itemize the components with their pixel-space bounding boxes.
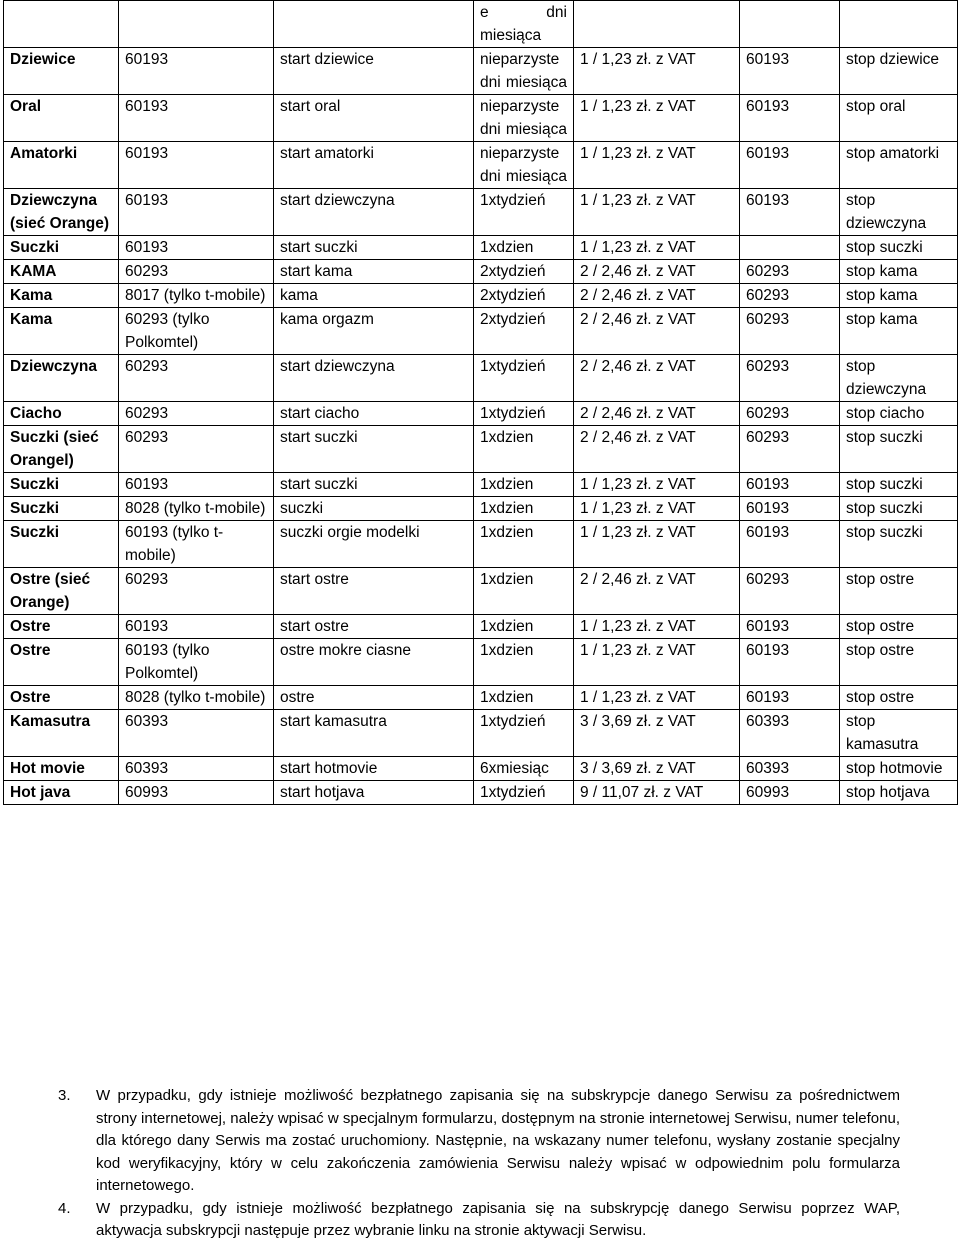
stop-command-cell: stop oral xyxy=(840,95,958,142)
table-row xyxy=(4,284,958,308)
table-row xyxy=(4,521,958,568)
stop-command-cell: stop kama xyxy=(840,260,958,284)
service-name-cell: Suczki xyxy=(4,521,119,568)
stop-command-cell: stop hotjava xyxy=(840,781,958,805)
price-cell: 1 / 1,23 zł. z VAT xyxy=(574,189,740,236)
stop-command-cell: stop suczki xyxy=(840,426,958,473)
service-name-cell: Hot java xyxy=(4,781,119,805)
note-item xyxy=(58,1085,900,1198)
table-row xyxy=(4,48,958,95)
start-command-cell: start dziewczyna xyxy=(274,189,474,236)
start-command-cell: start suczki xyxy=(274,426,474,473)
price-cell: 2 / 2,46 zł. z VAT xyxy=(574,355,740,402)
period-cell: 2xtydzień xyxy=(474,260,574,284)
start-command-cell: start dziewczyna xyxy=(274,355,474,402)
note-number: 3. xyxy=(58,1087,71,1104)
service-name-cell: Dziewice xyxy=(4,48,119,95)
table-row xyxy=(4,473,958,497)
service-name-cell: Dziewczyna xyxy=(4,355,119,402)
price-cell: 1 / 1,23 zł. z VAT xyxy=(574,686,740,710)
stop-command-cell: stop ostre xyxy=(840,615,958,639)
period-cell: nieparzyste dni miesiąca xyxy=(474,48,574,95)
sms-number-cell: 60993 xyxy=(119,781,274,805)
sms-number-cell: 60193 xyxy=(119,189,274,236)
sms-number-cell: 8028 (tylko t-mobile) xyxy=(119,497,274,521)
service-name-cell: KAMA xyxy=(4,260,119,284)
stop-number-cell: 60293 xyxy=(740,308,840,355)
table-row xyxy=(4,710,958,757)
period-cell: 1xdzien xyxy=(474,639,574,686)
service-name-cell: Ostre xyxy=(4,686,119,710)
stop-command-cell: stop kama xyxy=(840,284,958,308)
period-cell: 1xtydzień xyxy=(474,402,574,426)
service-name-cell: Ciacho xyxy=(4,402,119,426)
start-command-cell: start dziewice xyxy=(274,48,474,95)
stop-command-cell: stop kamasutra xyxy=(840,710,958,757)
start-command-cell: kama orgazm xyxy=(274,308,474,355)
start-command-cell: start ostre xyxy=(274,615,474,639)
service-name-cell: Ostre (sieć Orange) xyxy=(4,568,119,615)
table-row xyxy=(4,497,958,521)
sms-number-cell: 60193 xyxy=(119,142,274,189)
price-cell: 2 / 2,46 zł. z VAT xyxy=(574,568,740,615)
period-cell: 1xtydzień xyxy=(474,355,574,402)
start-command-cell: start suczki xyxy=(274,473,474,497)
start-command-cell: start kama xyxy=(274,260,474,284)
stop-number-cell: 60293 xyxy=(740,402,840,426)
period-cell: 1xdzien xyxy=(474,426,574,473)
stop-number-cell: 60193 xyxy=(740,497,840,521)
start-command-cell: start suczki xyxy=(274,236,474,260)
table-row xyxy=(4,757,958,781)
sms-number-cell: 60193 xyxy=(119,473,274,497)
start-command-cell: start hotmovie xyxy=(274,757,474,781)
service-name-cell: Oral xyxy=(4,95,119,142)
service-table xyxy=(3,0,958,805)
sms-number-cell: 60393 xyxy=(119,757,274,781)
stop-command-cell: stop dziewice xyxy=(840,48,958,95)
start-command-cell: start hotjava xyxy=(274,781,474,805)
service-name-cell: Suczki xyxy=(4,497,119,521)
sms-number-cell: 8017 (tylko t-mobile) xyxy=(119,284,274,308)
stop-number-cell: 60193 xyxy=(740,686,840,710)
stop-number-cell: 60393 xyxy=(740,710,840,757)
stop-number-cell: 60293 xyxy=(740,426,840,473)
table-row xyxy=(4,568,958,615)
price-cell: 2 / 2,46 zł. z VAT xyxy=(574,308,740,355)
table-row xyxy=(4,639,958,686)
stop-number-cell: 60393 xyxy=(740,757,840,781)
service-name-cell: Kamasutra xyxy=(4,710,119,757)
period-cell: 2xtydzień xyxy=(474,308,574,355)
service-name-cell: Kama xyxy=(4,284,119,308)
price-cell: 1 / 1,23 zł. z VAT xyxy=(574,521,740,568)
price-cell: 1 / 1,23 zł. z VAT xyxy=(574,639,740,686)
stop-number-cell: 60293 xyxy=(740,260,840,284)
table-row xyxy=(4,402,958,426)
price-cell: 2 / 2,46 zł. z VAT xyxy=(574,426,740,473)
service-name-cell: Suczki (sieć Orangel) xyxy=(4,426,119,473)
sms-number-cell: 60193 xyxy=(119,236,274,260)
stop-command-cell xyxy=(840,1,958,48)
start-command-cell: start ciacho xyxy=(274,402,474,426)
stop-command-cell: stop hotmovie xyxy=(840,757,958,781)
note-text: W przypadku, gdy istnieje możliwość bezpłatnego zapisania się na subskrypcję danego Serwisu poprzez WAP, aktywacja subskrypcji następuje przez wybranie linku na stronie aktywacji Serwisu. xyxy=(96,1199,900,1239)
period-cell: 1xdzien xyxy=(474,497,574,521)
stop-command-cell: stop suczki xyxy=(840,521,958,568)
start-command-cell: kama xyxy=(274,284,474,308)
table-row xyxy=(4,355,958,402)
period-cell: 1xdzien xyxy=(474,615,574,639)
stop-number-cell: 60193 xyxy=(740,95,840,142)
price-cell: 2 / 2,46 zł. z VAT xyxy=(574,284,740,308)
stop-command-cell: stop ostre xyxy=(840,568,958,615)
sms-number-cell: 60393 xyxy=(119,710,274,757)
price-cell: 1 / 1,23 zł. z VAT xyxy=(574,497,740,521)
stop-number-cell: 60193 xyxy=(740,639,840,686)
period-cell: 1xdzien xyxy=(474,236,574,260)
service-name-cell: Hot movie xyxy=(4,757,119,781)
table-row xyxy=(4,615,958,639)
period-cell: 6xmiesiąc xyxy=(474,757,574,781)
note-text: W przypadku, gdy istnieje możliwość bezpłatnego zapisania się na subskrypcje danego Serwisu za pośrednictwem strony internetowej, należy wpisać w specjalnym formularzu, dostępnym na stronie internetowej Serwisu, numer telefonu, dla którego dany Serwis ma zostać uruchomiony. Następnie, na wskazany numer telefonu, wysłany zostanie specjalny kod weryfikacyjny, który w celu zakończenia zamówienia Serwisu należy wpisać w odpowiednim polu formularza internetowego. xyxy=(96,1087,900,1194)
period-cell: 1xdzien xyxy=(474,521,574,568)
price-cell: 1 / 1,23 zł. z VAT xyxy=(574,615,740,639)
start-command-cell: suczki xyxy=(274,497,474,521)
period-cell: 1xtydzień xyxy=(474,189,574,236)
table-row xyxy=(4,260,958,284)
table-row xyxy=(4,426,958,473)
stop-number-cell: 60193 xyxy=(740,521,840,568)
service-name-cell: Ostre xyxy=(4,639,119,686)
table-row xyxy=(4,95,958,142)
sms-number-cell: 60193 xyxy=(119,48,274,95)
table-row xyxy=(4,308,958,355)
stop-number-cell: 60193 xyxy=(740,615,840,639)
start-command-cell xyxy=(274,1,474,48)
stop-command-cell: stop amatorki xyxy=(840,142,958,189)
table-row xyxy=(4,1,958,48)
sms-number-cell: 60293 xyxy=(119,568,274,615)
price-cell: 2 / 2,46 zł. z VAT xyxy=(574,402,740,426)
table-row xyxy=(4,142,958,189)
period-cell: 1xtydzień xyxy=(474,710,574,757)
price-cell: 1 / 1,23 zł. z VAT xyxy=(574,236,740,260)
period-cell: 1xdzien xyxy=(474,473,574,497)
start-command-cell: start kamasutra xyxy=(274,710,474,757)
service-name-cell: Suczki xyxy=(4,473,119,497)
sms-number-cell: 60293 (tylko Polkomtel) xyxy=(119,308,274,355)
period-cell: 1xdzien xyxy=(474,568,574,615)
stop-command-cell: stop suczki xyxy=(840,473,958,497)
sms-number-cell: 60293 xyxy=(119,426,274,473)
note-item xyxy=(58,1198,900,1243)
stop-number-cell: 60193 xyxy=(740,473,840,497)
service-name-cell: Ostre xyxy=(4,615,119,639)
stop-command-cell: stop kama xyxy=(840,308,958,355)
price-cell xyxy=(574,1,740,48)
period-cell: nieparzyste dni miesiąca xyxy=(474,95,574,142)
stop-command-cell: stop dziewczyna xyxy=(840,189,958,236)
sms-number-cell: 60193 xyxy=(119,95,274,142)
start-command-cell: start ostre xyxy=(274,568,474,615)
note-number: 4. xyxy=(58,1199,71,1217)
price-cell: 9 / 11,07 zł. z VAT xyxy=(574,781,740,805)
sms-number-cell: 60293 xyxy=(119,260,274,284)
service-name-cell: Suczki xyxy=(4,236,119,260)
sms-number-cell: 60193 (tylko Polkomtel) xyxy=(119,639,274,686)
price-cell: 1 / 1,23 zł. z VAT xyxy=(574,142,740,189)
stop-number-cell xyxy=(740,236,840,260)
sms-number-cell: 60293 xyxy=(119,402,274,426)
stop-command-cell: stop suczki xyxy=(840,236,958,260)
period-cell: 2xtydzień xyxy=(474,284,574,308)
sms-number-cell: 60293 xyxy=(119,355,274,402)
service-table-wrapper xyxy=(3,0,957,805)
stop-command-cell: stop ostre xyxy=(840,639,958,686)
period-cell: 1xtydzień xyxy=(474,781,574,805)
sms-number-cell xyxy=(119,1,274,48)
stop-command-cell: stop ostre xyxy=(840,686,958,710)
stop-command-cell: stop suczki xyxy=(840,497,958,521)
price-cell: 2 / 2,46 zł. z VAT xyxy=(574,260,740,284)
table-row xyxy=(4,236,958,260)
stop-command-cell: stop ciacho xyxy=(840,402,958,426)
stop-command-cell: stop dziewczyna xyxy=(840,355,958,402)
price-cell: 1 / 1,23 zł. z VAT xyxy=(574,48,740,95)
notes-list xyxy=(58,1085,900,1243)
period-cell: e dni miesiąca xyxy=(474,1,574,48)
stop-number-cell: 60193 xyxy=(740,142,840,189)
service-name-cell: Amatorki xyxy=(4,142,119,189)
stop-number-cell: 60293 xyxy=(740,355,840,402)
price-cell: 1 / 1,23 zł. z VAT xyxy=(574,95,740,142)
stop-number-cell: 60193 xyxy=(740,48,840,95)
table-row xyxy=(4,686,958,710)
sms-number-cell: 8028 (tylko t-mobile) xyxy=(119,686,274,710)
stop-number-cell: 60293 xyxy=(740,284,840,308)
service-table-body xyxy=(4,1,958,805)
sms-number-cell: 60193 xyxy=(119,615,274,639)
sms-number-cell: 60193 (tylko t-mobile) xyxy=(119,521,274,568)
table-row xyxy=(4,781,958,805)
start-command-cell: ostre xyxy=(274,686,474,710)
service-name-cell: Dziewczyna (sieć Orange) xyxy=(4,189,119,236)
start-command-cell: start amatorki xyxy=(274,142,474,189)
service-name-cell: Kama xyxy=(4,308,119,355)
stop-number-cell: 60193 xyxy=(740,189,840,236)
table-row xyxy=(4,189,958,236)
price-cell: 1 / 1,23 zł. z VAT xyxy=(574,473,740,497)
period-cell: nieparzyste dni miesiąca xyxy=(474,142,574,189)
price-cell: 3 / 3,69 zł. z VAT xyxy=(574,710,740,757)
stop-number-cell xyxy=(740,1,840,48)
stop-number-cell: 60993 xyxy=(740,781,840,805)
service-name-cell xyxy=(4,1,119,48)
period-cell: 1xdzien xyxy=(474,686,574,710)
start-command-cell: start oral xyxy=(274,95,474,142)
price-cell: 3 / 3,69 zł. z VAT xyxy=(574,757,740,781)
stop-number-cell: 60293 xyxy=(740,568,840,615)
start-command-cell: ostre mokre ciasne xyxy=(274,639,474,686)
start-command-cell: suczki orgie modelki xyxy=(274,521,474,568)
